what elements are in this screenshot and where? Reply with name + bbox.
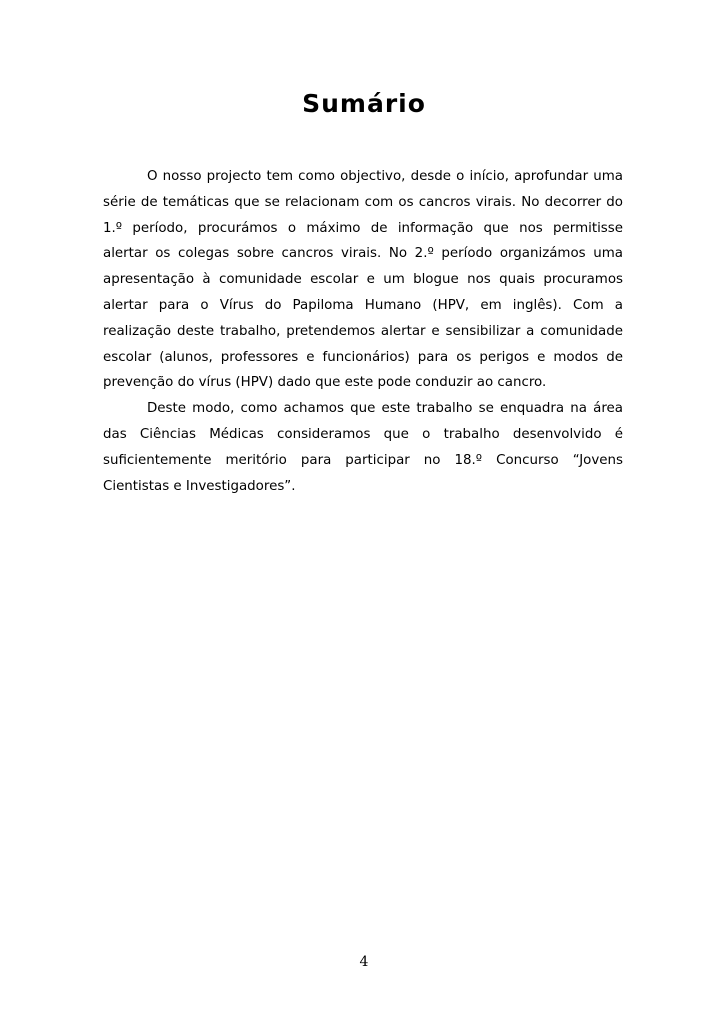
paragraph-line: O nosso projecto tem como objectivo, desde o início, aprofundar uma: [147, 169, 623, 184]
paragraph-line: 1.º período, procurámos o máximo de informação que nos permitisse: [103, 220, 623, 236]
page-number: 4: [359, 954, 369, 970]
paragraph-line: escolar (alunos, professores e funcionários) para os perigos e modos de: [103, 349, 623, 365]
summary-paragraph-2: [103, 396, 623, 499]
paragraph-line: suficientemente meritório para participar no 18.º Concurso “Jovens: [103, 452, 623, 468]
page-title: Sumário: [302, 89, 426, 118]
paragraph-line: apresentação à comunidade escolar e um blogue nos quais procuramos: [103, 272, 623, 288]
paragraph-line: Cientistas e Investigadores”.: [103, 478, 296, 494]
paragraph-line: série de temáticas que se relacionam com os cancros virais. No decorrer do: [103, 194, 623, 210]
paragraph-line: alertar para o Vírus do Papiloma Humano (HPV, em inglês). Com a: [103, 297, 623, 313]
paragraph-line: realização deste trabalho, pretendemos alertar e sensibilizar a comunidade: [103, 323, 623, 339]
paragraph-line: prevenção do vírus (HPV) dado que este pode conduzir ao cancro.: [103, 375, 547, 391]
paragraph-line: Deste modo, como achamos que este trabalho se enquadra na área: [147, 401, 623, 417]
summary-paragraph-1: [103, 164, 623, 396]
summary-text: [103, 164, 623, 499]
paragraph-line: das Ciências Médicas consideramos que o trabalho desenvolvido é: [103, 426, 623, 442]
paragraph-line: alertar os colegas sobre cancros virais. No 2.º período organizámos uma: [103, 246, 623, 262]
